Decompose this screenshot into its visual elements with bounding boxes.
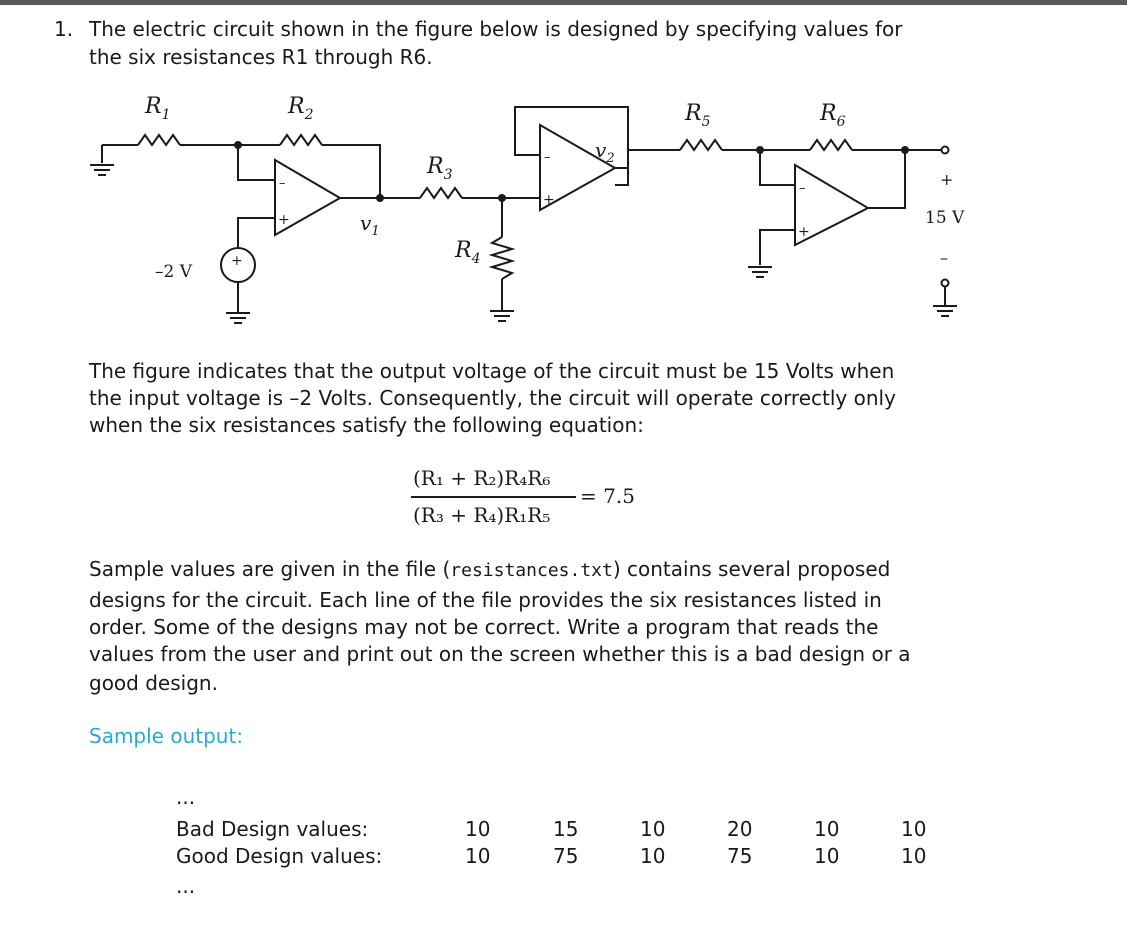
label-r4: $R_4$: [455, 238, 481, 267]
label-r3: $R_3$: [427, 154, 453, 183]
good-value-2: 75: [553, 844, 579, 868]
instructions-line-4: values from the user and print out on the screen whether this is a bad design or a: [89, 642, 911, 666]
equation-numerator: (R₁ + R₂)R₄R₆: [413, 466, 551, 490]
label-output-plus: +: [940, 170, 954, 189]
label-source-plus: +: [231, 253, 243, 269]
output-terminal-bottom: [942, 280, 949, 287]
resistor-r3: [420, 188, 462, 198]
description-line-1: The figure indicates that the output voltage of the circuit must be 15 Volts when: [89, 359, 895, 383]
resistor-r2: [280, 135, 322, 145]
bad-value-2: 15: [553, 817, 579, 841]
output-terminal-top: [942, 147, 949, 154]
description-line-2: the input voltage is –2 Volts. Consequently, the circuit will operate correctly only: [89, 386, 896, 410]
label-r2: $R_2$: [288, 94, 314, 123]
label-r6: $R_6$: [820, 101, 846, 130]
top-rule: [0, 0, 1127, 5]
instructions-filename: resistances.txt: [450, 560, 613, 581]
instructions-line-2: designs for the circuit. Each line of the file provides the six resistances listed in: [89, 588, 882, 612]
label-r1: $R_1$: [145, 94, 171, 123]
sample-ellipsis-top: ...: [176, 785, 196, 809]
label-output-voltage: 15 V: [925, 208, 965, 228]
label-output-minus: –: [940, 248, 948, 267]
good-value-3: 10: [640, 844, 666, 868]
problem-line-1: The electric circuit shown in the figure below is designed by specifying values for: [89, 17, 903, 41]
good-value-6: 10: [901, 844, 927, 868]
sample-ellipsis-bottom: ...: [176, 874, 196, 898]
bad-value-3: 10: [640, 817, 666, 841]
ground-symbol-opamp3: [748, 267, 772, 277]
instructions-line-1-post: ) contains several proposed: [612, 557, 891, 581]
opamp1-minus: –: [279, 176, 286, 191]
bad-value-5: 10: [814, 817, 840, 841]
good-design-label: Good Design values:: [176, 844, 383, 868]
opamp3-minus: –: [799, 181, 806, 196]
good-value-5: 10: [814, 844, 840, 868]
ground-symbol-r4: [490, 311, 514, 321]
bad-value-6: 10: [901, 817, 927, 841]
instructions-line-1: [89, 556, 890, 584]
resistor-r6: [810, 140, 852, 150]
sample-output-label: Sample output:: [89, 724, 244, 748]
equation-rhs: = 7.5: [580, 484, 635, 508]
resistor-r5: [680, 140, 722, 150]
description-line-3: when the six resistances satisfy the following equation:: [89, 413, 644, 437]
ground-symbol-output: [933, 306, 957, 316]
bad-design-label: Bad Design values:: [176, 817, 369, 841]
circuit-diagram: [90, 85, 990, 335]
good-value-1: 10: [465, 844, 491, 868]
instructions-line-1-pre: Sample values are given in the file (: [89, 557, 451, 581]
ground-symbol-source: [226, 313, 250, 323]
instructions-line-5: good design.: [89, 671, 218, 695]
opamp1-plus: +: [278, 212, 290, 228]
problem-line-2: the six resistances R1 through R6.: [89, 45, 433, 69]
label-v1: $v_1$: [360, 211, 380, 239]
label-r5: $R_5$: [685, 101, 711, 130]
instructions-line-3: order. Some of the designs may not be correct. Write a program that reads the: [89, 615, 879, 639]
opamp3-plus: +: [798, 224, 810, 240]
opamp2-minus: –: [544, 150, 551, 165]
problem-number: 1.: [54, 17, 74, 41]
label-source: –2 V: [155, 262, 192, 282]
equation-fraction-bar: [411, 496, 576, 498]
opamp2-plus: +: [543, 192, 555, 208]
label-v2: $v_2$: [595, 138, 615, 166]
bad-value-1: 10: [465, 817, 491, 841]
bad-value-4: 20: [727, 817, 753, 841]
equation-denominator: (R₃ + R₄)R₁R₅: [413, 503, 551, 527]
resistor-r1: [138, 135, 180, 145]
good-value-4: 75: [727, 844, 753, 868]
ground-symbol-left: [90, 155, 114, 175]
resistor-r4: [492, 237, 512, 279]
